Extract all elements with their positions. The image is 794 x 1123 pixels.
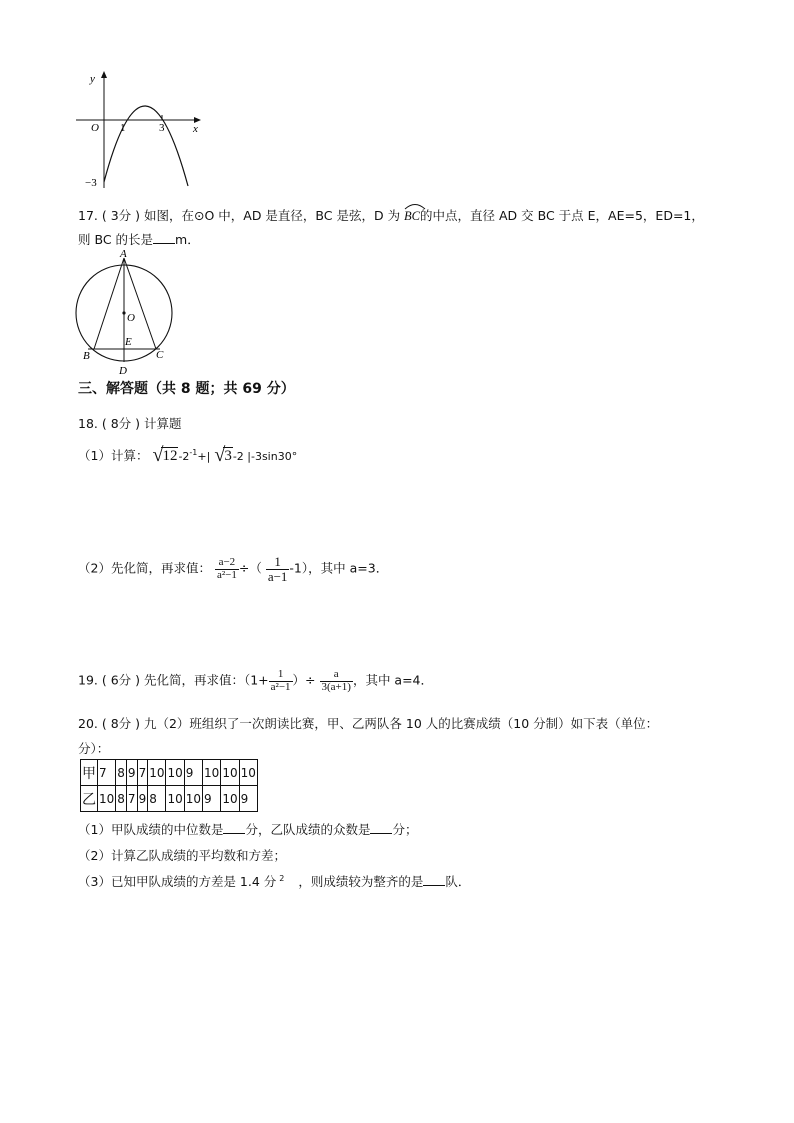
q20-s3-pre: （3）已知甲队成绩的方差是 1.4 分 [78, 874, 277, 889]
center-dot [122, 311, 125, 314]
q18-part2 [78, 555, 388, 583]
parabola-graph [70, 68, 210, 193]
sqrt-12-body: 12 [162, 448, 178, 464]
section3-title-wrap [78, 378, 295, 398]
table-cell: 10 [166, 786, 184, 812]
q18-frac1-den: a²−1 [216, 568, 237, 581]
table-cell: 9 [239, 786, 257, 812]
parabola-curve [104, 106, 188, 186]
table-cell: 甲 [81, 760, 98, 786]
q18-p2-tail: -1），其中 a=3． [289, 560, 389, 576]
table-cell: 乙 [81, 786, 98, 812]
tick-neg3-label: −3 [85, 177, 97, 189]
q18-head: 18. ( 8分 ) 计算题 [78, 416, 182, 431]
table-cell: 7 [137, 760, 148, 786]
answer-blank [153, 231, 175, 244]
q20-line1: 20. ( 8分 ) 九（2）班组织了一次朗读比赛，甲、乙两队各 10 人的比赛成绩（10 分制）如下表（单位： [78, 716, 659, 731]
segment-ab [94, 258, 124, 349]
table-row [81, 760, 258, 786]
q20-s3-sup: 2 [279, 873, 285, 883]
q20-s3-post: 队． [445, 874, 471, 889]
label-o: O [127, 312, 135, 324]
q18-p1-mid2: +| [197, 450, 211, 463]
tick-3-label: 3 [159, 122, 165, 134]
table-cell: 9 [126, 760, 137, 786]
table-cell: 10 [148, 760, 166, 786]
table-cell: 10 [221, 786, 239, 812]
q18-frac1-num: a−2 [218, 556, 236, 569]
q20-sub2: （2）计算乙队成绩的平均数和方差； [78, 848, 286, 863]
q18-p1-label: （1）计算： [78, 448, 149, 463]
q19-frac1-den: a²−1 [270, 680, 291, 693]
q18-p2-op: ÷（ [238, 560, 262, 576]
q17-line2-post: m． [175, 232, 200, 247]
q17-line2 [78, 230, 200, 248]
q20-sub1 [78, 820, 418, 838]
sqrt-3-body: 3 [224, 448, 232, 464]
table-cell: 10 [184, 786, 202, 812]
answer-blank [423, 873, 445, 886]
table-cell: 10 [221, 760, 239, 786]
answer-blank [223, 821, 245, 834]
table-row [81, 786, 258, 812]
table-cell: 8 [148, 786, 166, 812]
q18-p1-tail: -2 |-3sin30° [232, 450, 298, 463]
answer-blank [370, 821, 392, 834]
section3-title: 三、解答题（共 8 题；共 69 分） [78, 381, 295, 397]
table-cell: 8 [116, 786, 127, 812]
table-cell: 10 [166, 760, 184, 786]
x-label: x [193, 123, 198, 135]
table-cell: 10 [239, 760, 257, 786]
q19-frac1 [269, 669, 293, 693]
q19-tail: ，其中 a=4． [352, 672, 433, 688]
q19-frac1-num: 1 [277, 668, 284, 680]
q17-line1 [78, 205, 704, 224]
origin-label: O [91, 122, 99, 134]
sqrt-3: √ 3 [214, 444, 232, 466]
circle-figure [70, 248, 180, 376]
q19-frac2 [320, 669, 353, 693]
q18-frac2-num: 1 [274, 554, 281, 569]
q20-sub3 [78, 872, 470, 890]
q17-line2-pre: 则 BC 的长是 [78, 232, 154, 247]
q17-arc [404, 205, 420, 224]
q19-pre: 19. ( 6分 ) 先化简，再求值：（1+ [78, 672, 269, 688]
q20-s1-post: 分； [392, 822, 418, 837]
label-e: E [125, 336, 132, 348]
q17-line1-post: 的中点，直径 AD 交 BC 于点 E，AE=5，ED=1， [420, 208, 704, 223]
arc-icon [404, 203, 426, 210]
table-cell: 9 [203, 786, 221, 812]
q19-frac2-num: a [333, 668, 339, 680]
table-cell: 9 [137, 786, 148, 812]
q18-p1-mid: -2 [178, 450, 190, 463]
q18-frac2-den: a−1 [267, 568, 288, 584]
score-table [80, 759, 258, 812]
label-b: B [83, 350, 90, 362]
q19-line [78, 669, 433, 693]
y-axis-arrow [101, 71, 107, 78]
q17-line1-pre: 17. ( 3分 ) 如图，在⊙O 中，AD 是直径，BC 是弦，D 为 [78, 208, 405, 223]
label-a: A [120, 248, 127, 260]
q18-frac2 [266, 555, 290, 583]
table-cell: 7 [98, 760, 116, 786]
q19-frac2-den: 3(a+1) [321, 680, 351, 693]
tick-1-label: 1 [120, 122, 126, 134]
sqrt-12: √ 12 [152, 444, 178, 466]
table-cell: 7 [126, 786, 137, 812]
table-cell: 10 [203, 760, 221, 786]
q20-s1-mid: 分，乙队成绩的众数是 [245, 822, 371, 837]
q18-frac1 [215, 557, 239, 581]
q18-p2-label: （2）先化简，再求值： [78, 560, 211, 576]
label-d: D [119, 365, 127, 376]
q20-s1-pre: （1）甲队成绩的中位数是 [78, 822, 224, 837]
y-label: y [90, 73, 95, 85]
q20-s3-mid: ，则成绩较为整齐的是 [298, 874, 424, 889]
label-c: C [156, 349, 164, 361]
q17-arc-label: BC [404, 209, 421, 223]
table-cell: 8 [116, 760, 127, 786]
q20-line2: 分）： [78, 741, 110, 756]
table-cell: 10 [98, 786, 116, 812]
q18-part1 [78, 446, 297, 465]
q19-op: ）÷ [292, 672, 316, 688]
table-cell: 9 [184, 760, 202, 786]
q18-p1-exp: -1 [189, 447, 198, 457]
